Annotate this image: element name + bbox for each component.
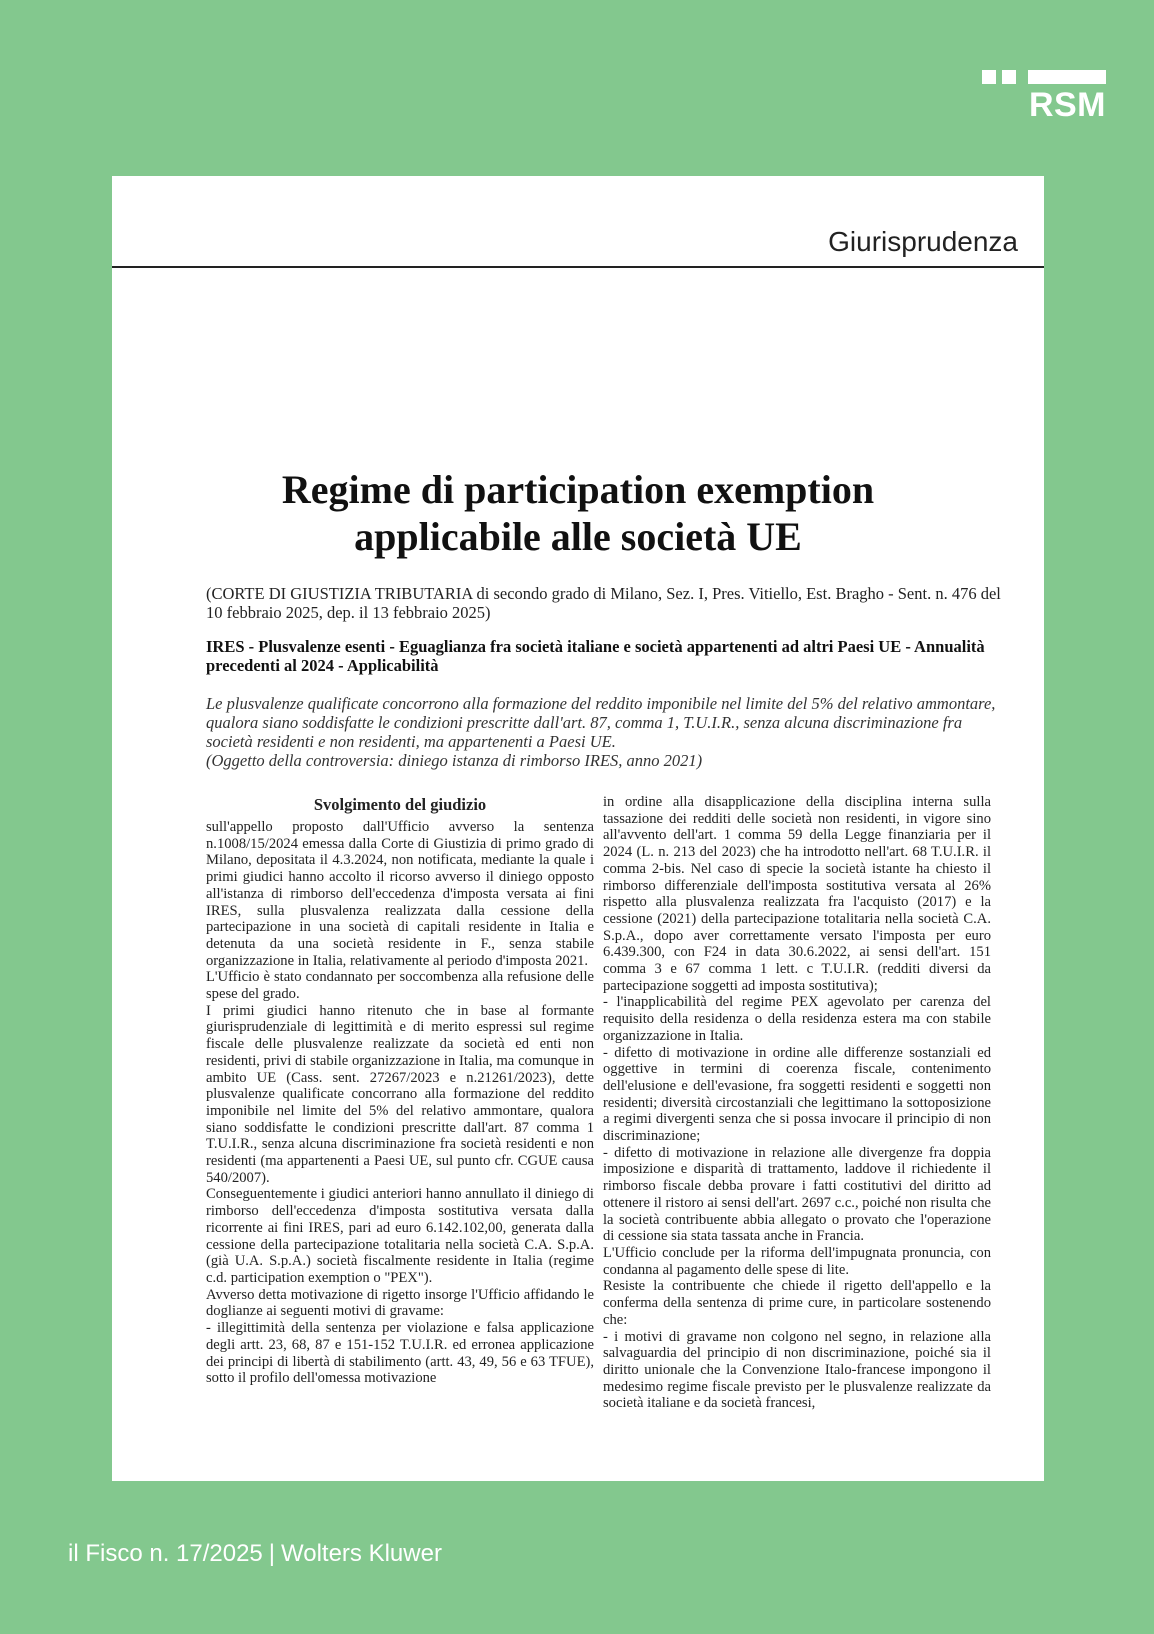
body-column-right [603, 794, 991, 1412]
keywords: IRES - Plusvalenze esenti - Eguaglianza fra società italiane e società appartenenti ad altri Paesi UE - Annualità precedenti al 2024 - Applicabilità [206, 637, 985, 675]
logo-text: RSM [1028, 86, 1106, 124]
rsm-logo [982, 70, 1106, 126]
paragraph: sull'appello proposto dall'Ufficio avverso la sentenza n.1008/15/2024 emessa dalla Corte di Giustizia di primo grado di Milano, depositata il 4.3.2024, non notificata, mediante la quale i primi giudici hanno accolto il ricorso avverso il diniego opposto all'istanza di rimborso dell'eccedenza d'imposta versata ai fini IRES, sulla plusvalenza realizzata dalla cessione della partecipazione in una società di capitali residente in Italia e detenuta da una società residente in F., senza stabile organizzazione in Italia, relativamente al periodo d'imposta 2021. [206, 819, 594, 969]
section-title: Giurisprudenza [828, 226, 1018, 257]
paragraph: Resiste la contribuente che chiede il rigetto dell'appello e la conferma della sentenza di prime cure, in particolare sostenendo che: [603, 1278, 991, 1328]
page-footer [68, 1540, 442, 1568]
paragraph: - l'inapplicabilità del regime PEX agevolato per carenza del requisito della residenza o della residenza estera ma con stabile organizzazione in Italia. [603, 994, 991, 1044]
paragraph: Conseguentemente i giudici anteriori hanno annullato il diniego di rimborso dell'eccedenza d'imposta sostitutiva versata dalla ricorrente ai fini IRES, pari ad euro 6.142.102,00, generata dalla cessione della partecipazione totalitaria nella società C.A. S.p.A. (già U.A. S.p.A.) società fiscalmente residente in Italia (regime c.d. participation exemption o "PEX"). [206, 1186, 594, 1286]
paragraph: - difetto di motivazione in ordine alle differenze sostanziali ed oggettive in termini di coerenza fiscale, contenimento dell'elusione e dell'evasione, fra soggetti residenti e soggetti non residenti; diversità circostanziali che legittimano la sottoposizione a regimi divergenti senza che si possa invocare il principio di non discriminazione; [603, 1044, 991, 1145]
court-citation: (CORTE DI GIUSTIZIA TRIBUTARIA di secondo grado di Milano, Sez. I, Pres. Vitiello, Est. Bragho - Sent. n. 476 del 10 febbraio 2025, dep. il 13 febbraio 2025) [206, 584, 1001, 622]
logo-bar-small-1 [982, 70, 996, 84]
paragraph: - i motivi di gravame non colgono nel segno, in relazione alla salvaguardia del principio di non discriminazione, poiché sia il diritto unionale che la Convenzione Italo-francese impongono il medesimo regime fiscale previsto per le plusvalenze realizzate da società italiane e da società francesi, [603, 1328, 991, 1412]
massima-text: Le plusvalenze qualificate concorrono alla formazione del reddito imponibile nel limite del 5% del relativo ammontare, qualora siano soddisfatte le condizioni prescritte dall'art. 87, comma 1, T.U.I.R., senza alcuna discriminazione fra società residenti e non residenti, ma appartenenti a Paesi UE. [206, 694, 996, 751]
oggetto-controversia: (Oggetto della controversia: diniego istanza di rimborso IRES, anno 2021) [206, 751, 703, 770]
paragraph: L'Ufficio è stato condannato per soccombenza alla refusione delle spese del grado. [206, 969, 594, 1003]
paragraph: in ordine alla disapplicazione della disciplina interna sulla tassazione dei redditi delle società non residenti, in vigore sino all'avvento dell'art. 1 comma 59 della Legge finanziaria per il 2024 (L. n. 213 del 2023) che ha introdotto nell'art. 68 T.U.I.R. il comma 2-bis. Nel caso di specie la società istante ha chiesto il rimborso differenziale dell'imposta sostitutiva versata al 26% rispetto alla plusvalenza realizzata fra l'acquisto (2017) e la cessione (2021) della partecipazione totalitaria nella società C.A. S.p.A., dopo aver correttamente versato l'imposta per euro 6.439.300, con F24 in data 30.6.2022, ai sensi dell'art. 151 comma 3 e 67 comma 1 lett. c T.U.I.R. (redditi diversi da partecipazione soggetti ad imposta sostitutiva); [603, 794, 991, 994]
article-page [112, 176, 1044, 1481]
publisher-name: Wolters Kluwer [281, 1540, 442, 1567]
massima [206, 694, 1006, 770]
body-column-left [206, 794, 594, 1387]
paragraph: I primi giudici hanno ritenuto che in base al formante giurisprudenziale di legittimità e di merito espressi sul regime fiscale delle plusvalenze realizzate da società ed enti non residenti, privi di stabile organizzazione in Italia, ma comunque in ambito UE (Cass. sent. 27267/2023 e n.21261/2023), dette plusvalenze qualificate concorrano alla formazione del reddito imponibile nel limite del 5% del relativo ammontare, qualora siano soddisfatte le condizioni prescritte dall'art. 87 comma 1 T.U.I.R., senza alcuna discriminazione fra società residenti e non residenti (ma appartenenti a Paesi UE, sul punto cfr. CGUE causa 540/2007). [206, 1002, 594, 1186]
logo-bar-long [1028, 70, 1106, 84]
publication-issue: il Fisco n. 17/2025 [68, 1540, 263, 1567]
article-headline [112, 466, 1044, 560]
footer-separator: | [268, 1540, 276, 1567]
logo-bar-small-2 [1002, 70, 1016, 84]
paragraph: - illegittimità della sentenza per violazione e falsa applicazione degli artt. 23, 68, 87 e 151-152 T.U.I.R. ed erronea applicazione dei principi di libertà di stabilimento (artt. 43, 49, 56 e 63 TFUE), sotto il profilo dell'omessa motivazione [206, 1320, 594, 1387]
paragraph: L'Ufficio conclude per la riforma dell'impugnata pronuncia, con condanna al pagamento delle spese di lite. [603, 1244, 991, 1278]
paragraph: Avverso detta motivazione di rigetto insorge l'Ufficio affidando le doglianze ai seguenti motivi di gravame: [206, 1286, 594, 1320]
headline-line-2: applicabile alle società UE [354, 514, 802, 559]
body-heading: Svolgimento del giudizio [313, 795, 487, 814]
header-rule [112, 266, 1044, 268]
headline-line-1: Regime di participation exemption [281, 467, 875, 512]
paragraph: - difetto di motivazione in relazione alle divergenze fra doppia imposizione e disparità di trattamento, laddove il richiedente il rimborso fiscale debba provare i fatti costitutivi del diritto ad ottenere il ristoro ai sensi dell'art. 2697 c.c., poiché non risulta che la società contribuente abbia allegato o provato che l'operazione di cessione sia stata tassata anche in Francia. [603, 1144, 991, 1245]
